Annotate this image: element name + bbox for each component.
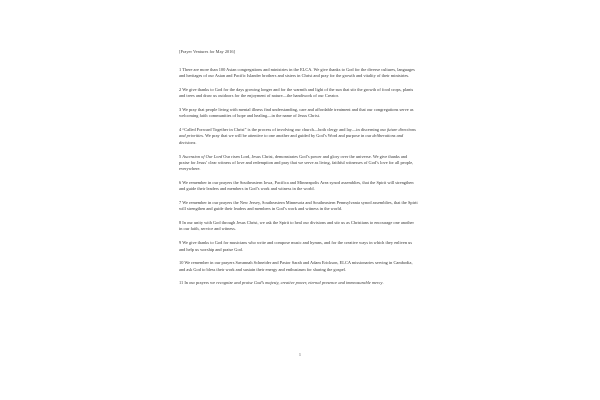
prayer-item-6: 6 We remember in our prayers the Southeastern Iowa, Pacifica and Minneapolis Area synod assemblies, that the Spirit will strengthen and guide their leaders and members in God’s work and witness in the world. (179, 179, 414, 192)
prayer-item-2: 2 We give thanks to God for the days growing longer and for the warmth and light of the sun that stir the growth of food crops, plants and trees and draw us outdoors for the enjoyment of nature—the handiwork of our Creator. (179, 86, 414, 99)
prayer-item-7: 7 We remember in our prayers the New Jersey, Southeastern Minnesota and Southeastern Pennsylvania synod assemblies, that the Spirit will strengthen and guide their leaders and members in God’s work and witness in the world. (179, 200, 418, 212)
document-body (179, 49, 418, 294)
prayer-item-9: 9 We give thanks to God for musicians who write and compose music and hymns, and for the creative ways in which they enliven us and help us worship and praise God. (179, 240, 413, 252)
prayer-item-10: 10 We remember in our prayers Savannah Schneider and Pastor Sarah and Adam Erickson, ELCA missionaries serving in Cambodia, and ask God to bless their work and sustain their energy and enthusiasm for sharing the gospel. (179, 260, 413, 272)
prayer-item-8: 8 In our unity with God through Jesus Christ, we ask the Spirit to heal our divisions and stir us as Christians to encourage one another in our faith, service and witness. (179, 220, 414, 232)
prayer-item-1: 1 There are more than 100 Asian congregations and ministries in the ELCA. We give thanks to God for the diverse cultures, languages and heritages of our Asian and Pacific Islander brothers and sisters in Christ and pray for the growth and vitality of their ministries. (179, 66, 415, 79)
prayer-item-5: 5 Ascension of Our Lord Our risen Lord, Jesus Christ, demonstrates God’s power and glory over the universe. We give thanks and praise for Jesus’ clear witness of love and redemption and pray that we serve as living, faithful witnesses of God’s love for all people, everywhere. (179, 153, 414, 172)
page-number: 1 (298, 352, 302, 357)
page-title: [Prayer Ventures for May 2016] (179, 49, 236, 54)
prayer-item-3: 3 We pray that people living with mental illness find understanding, care and affordable treatment and that our congregations serve as welcoming faith communities of hope and healing—in the name of Jesus Christ. (179, 107, 414, 119)
prayer-item-11: 11 In our prayers we recognize and praise God’s majesty, creative power, eternal presence and immeasurable mercy. (179, 280, 384, 286)
prayer-item-4: 4 “Called Forward Together in Christ” is the process of involving our church—both clergy and lay—in discerning our future directions and priorities. We pray that we will be attentive to one another and guided by God’s Word and purpose in our deliberations and decisions. (179, 127, 416, 145)
